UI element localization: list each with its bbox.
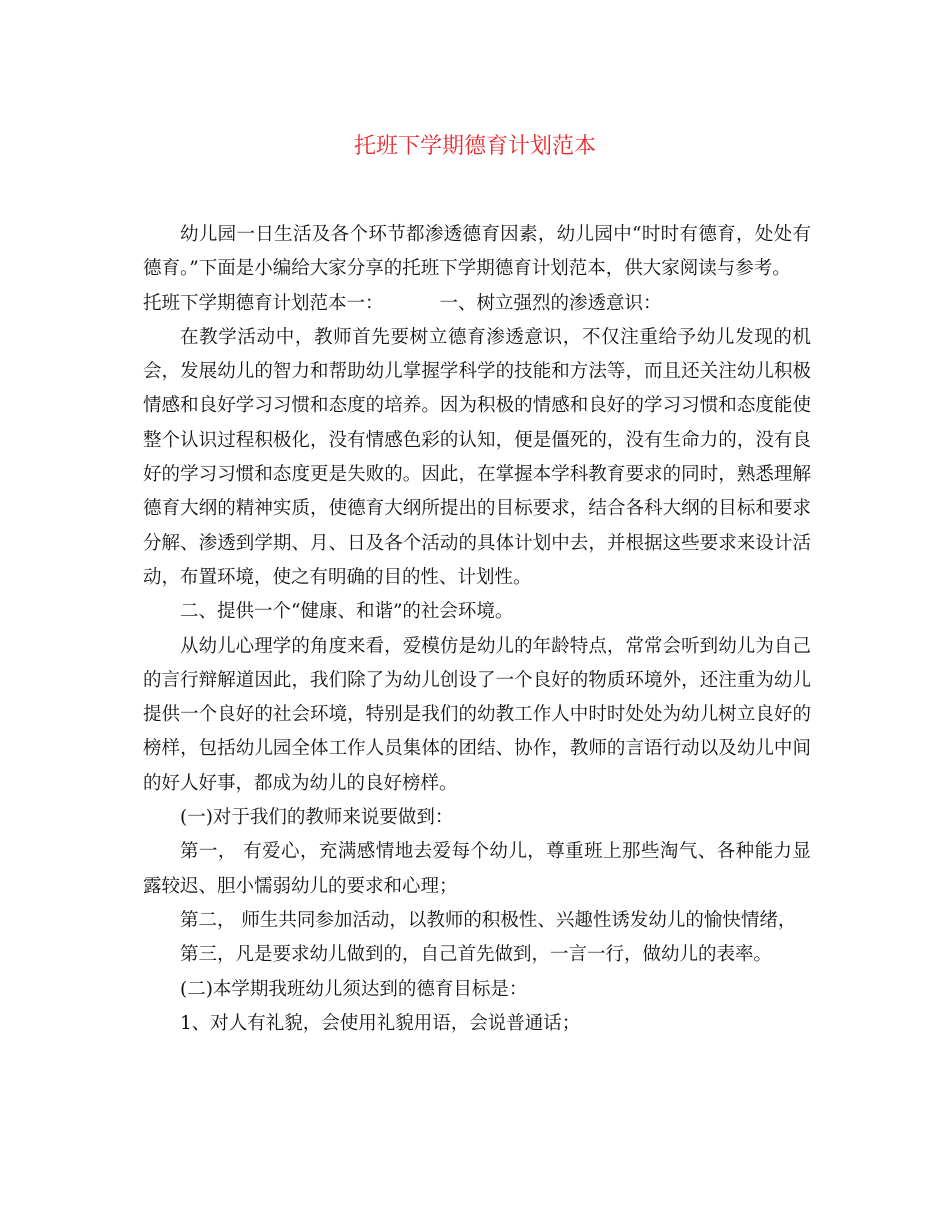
paragraph-social-environment: 从幼儿心理学的角度来看，爱模仿是幼儿的年龄特点，常常会听到幼儿为自己的言行辩解道因此，我们除了为幼儿创设了一个良好的物质环境外，还注重为幼儿提供一个良好的社会环境，特别是我们的幼教工作人中时时处处为幼儿树立良好的榜样，包括幼儿园全体工作人员集体的团结、协作，教师的言语行动以及幼儿中间的好人好事，都成为幼儿的良好榜样。 (143, 635, 811, 794)
section-heading-2: 二、提供一个“健康、和谐”的社会环境。 (180, 601, 514, 623)
document-body (143, 218, 811, 1041)
subheading-teachers: (一)对于我们的教师来说要做到： (180, 807, 454, 829)
section-heading-1: 一、树立强烈的渗透意识： (439, 292, 662, 314)
goal-item-1: 1、对人有礼貌，会使用礼貌用语，会说普通话； (180, 1012, 581, 1034)
item-first: 第一， 有爱心，充满感情地去爱每个幼儿，尊重班上那些淘气、各种能力显露较迟、胆小懦弱幼儿的要求和心理； (143, 841, 811, 897)
section-heading-line (143, 287, 811, 321)
document-title: 托班下学期德育计划范本 (353, 134, 596, 159)
item-third: 第三，凡是要求幼儿做到的，自己首先做到，一言一行，做幼儿的表率。 (180, 944, 773, 966)
paragraph-teaching-activities: 在教学活动中，教师首先要树立德育渗透意识，不仅注重给予幼儿发现的机会，发展幼儿的智力和帮助幼儿掌握学科学的技能和方法等，而且还关注幼儿积极情感和良好学习习惯和态度的培养。因为积极的情感和良好的学习习惯和态度能使整个认识过程积极化，没有情感色彩的认知，便是僵死的，没有生命力的，没有良好的学习习惯和态度更是失败的。因此，在掌握本学科教育要求的同时，熟悉理解德育大纲的精神实质，使德育大纲所提出的目标要求，结合各科大纲的目标和要求分解、渗透到学期、月、日及各个活动的具体计划中去，并根据这些要求来设计活动，布置环境，使之有明确的目的性、计划性。 (143, 326, 811, 588)
plan-sample-label: 托班下学期德育计划范本一： (143, 292, 384, 314)
subheading-goals: (二)本学期我班幼儿须达到的德育目标是： (180, 978, 528, 1000)
item-second: 第二， 师生共同参加活动，以教师的积极性、兴趣性诱发幼儿的愉快情绪， (180, 909, 797, 931)
intro-paragraph: 幼儿园一日生活及各个环节都渗透德育因素，幼儿园中“时时有德育，处处有德育。”下面是小编给大家分享的托班下学期德育计划范本，供大家阅读与参考。 (143, 224, 811, 280)
